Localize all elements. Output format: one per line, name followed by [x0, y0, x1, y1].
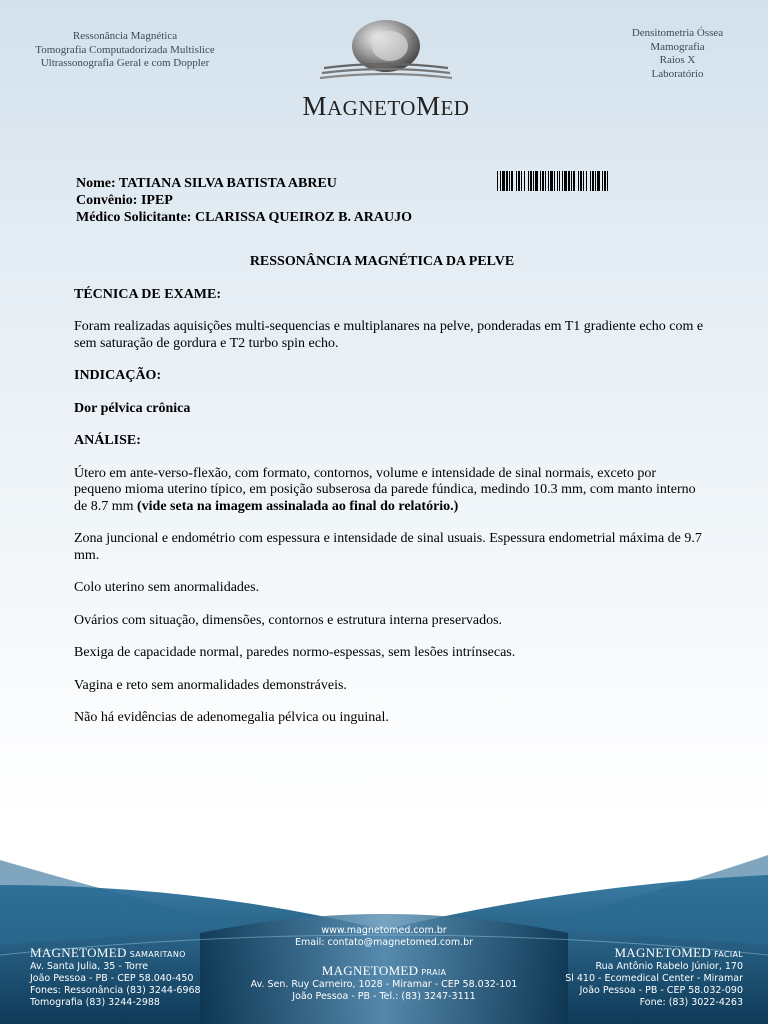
logo-wordmark: MAGNETOMED: [302, 91, 470, 121]
barcode-icon: [497, 171, 609, 191]
header-left-line-1: Ressonância Magnética: [72, 30, 178, 42]
footer-left-line-4: Tomografia (83) 3244-2988: [30, 997, 160, 1008]
header-right-line-2: Mamografia: [650, 40, 705, 53]
analysis-paragraph-7: Não há evidências de adenomegalia pélvica ou inguinal.: [74, 710, 389, 725]
header-left-line-2: Tomografia Computadorizada Multislice: [35, 43, 215, 56]
header-left-line-3: Ultrassonografia Geral e com Doppler: [40, 57, 210, 69]
footer-unit-title: MAGNETOMED SAMARITANO: [30, 945, 186, 960]
indication-heading: INDICAÇÃO:: [74, 368, 162, 383]
analysis-paragraph-6: Vagina e reto sem anormalidades demonstráveis.: [74, 677, 347, 693]
footer-right-line-2: Sl 410 - Ecomedical Center - Miramar: [565, 973, 743, 984]
analysis-paragraph-5: Bexiga de capacidade normal, paredes normo-espessas, sem lesões intrínsecas.: [74, 645, 516, 660]
footer-unit-samaritano: [30, 947, 201, 1009]
footer-unit-title: MAGNETOMED FACIAL: [614, 945, 743, 960]
footer-email[interactable]: Email: contato@magnetomed.com.br: [294, 937, 474, 948]
patient-insurance: Convênio: IPEP: [76, 193, 173, 208]
footer-right-line-1: Rua Antônio Rabelo Júnior, 170: [595, 961, 743, 972]
analysis-paragraph-2: Zona juncional e endométrio com espessura e intensidade de sinal usuais. Espessura endometrial máxima de 9.7 mm.: [74, 531, 702, 563]
technique-heading: TÉCNICA DE EXAME:: [74, 286, 222, 302]
patient-info: [76, 175, 412, 226]
patient-name: Nome: TATIANA SILVA BATISTA ABREU: [76, 176, 337, 191]
technique-text: Foram realizadas aquisições multi-sequencias e multiplanares na pelve, ponderadas em T1 gradiente echo com e sem saturação de gordura e T2 turbo spin echo.: [74, 319, 704, 351]
footer-unit-praia: [234, 965, 534, 1003]
header-right-line-3: Raios X: [659, 54, 696, 66]
analysis-heading: ANÁLISE:: [74, 433, 141, 448]
header-services-left: [30, 30, 220, 71]
requesting-doctor: Médico Solicitante: CLARISSA QUEIROZ B. ARAUJO: [76, 210, 413, 225]
footer-right-line-3: João Pessoa - PB - CEP 58.032-090: [579, 985, 743, 996]
report-body: [74, 254, 704, 727]
logo-emblem-icon: [318, 18, 454, 82]
footer-center-line-2: João Pessoa - PB - Tel.: (83) 3247-3111: [292, 991, 476, 1002]
magnetomed-logo: [268, 18, 504, 121]
header-right-line-4: Laboratório: [651, 67, 704, 80]
footer-unit-facial: [548, 947, 743, 1009]
indication-text: Dor pélvica crônica: [74, 400, 191, 416]
footer-left-line-1: Av. Santa Julia, 35 - Torre: [30, 961, 149, 972]
header-services-right: [605, 27, 750, 81]
footer-website[interactable]: www.magnetomed.com.br: [321, 925, 447, 936]
analysis-paragraph-1: Útero em ante-verso-flexão, com formato, contornos, volume e intensidade de sinal normais, exceto por pequeno mioma uterino típico, em posição subserosa da parede fúndica, medindo 10.3 mm, com manto interno de 8.7 mm (vide seta na imagem assinalada ao final do relatório.): [74, 465, 696, 514]
analysis-paragraph-4: Ovários com situação, dimensões, contornos e estrutura interna preservados.: [74, 612, 503, 628]
footer-left-line-2: João Pessoa - PB - CEP 58.040-450: [30, 973, 194, 984]
footer-center-line-1: Av. Sen. Ruy Carneiro, 1028 - Miramar - CEP 58.032-101: [250, 979, 518, 990]
header-right-line-1: Densitometria Óssea: [631, 27, 724, 39]
analysis-paragraph-3: Colo uterino sem anormalidades.: [74, 580, 260, 595]
report-title: RESSONÂNCIA MAGNÉTICA DA PELVE: [249, 254, 515, 269]
footer-right-line-4: Fone: (83) 3022-4263: [639, 997, 743, 1008]
footer-left-line-3: Fones: Ressonância (83) 3244-6968: [30, 985, 201, 996]
footer-unit-title: MAGNETOMED PRAIA: [321, 963, 447, 978]
footer: [0, 855, 768, 1024]
